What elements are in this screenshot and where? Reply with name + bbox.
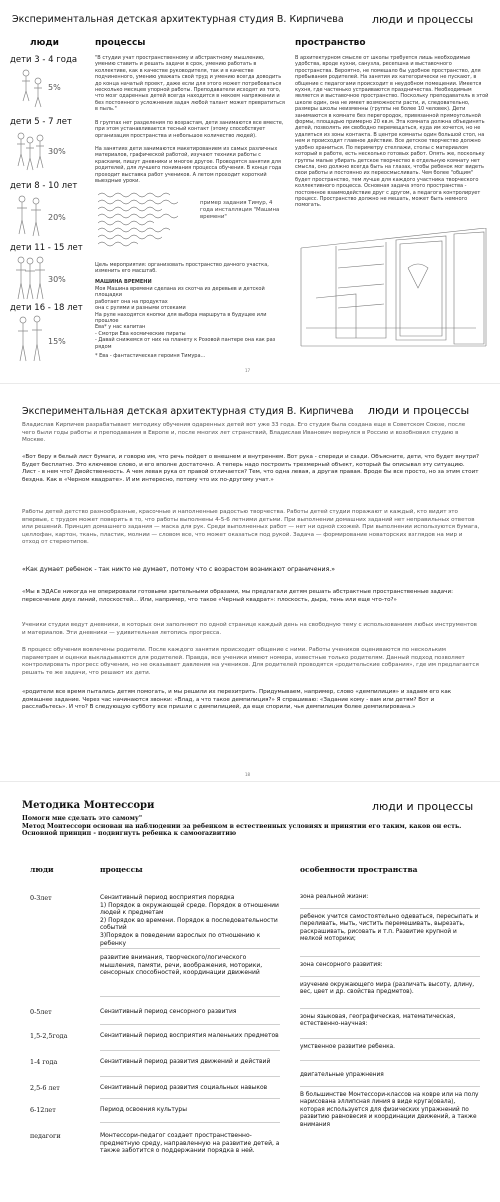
divider (100, 1076, 280, 1077)
feature-zone-heading: зона сенсорного развития: (300, 962, 383, 968)
story-line: работает она на продуктах (95, 298, 168, 305)
age-groups (10, 55, 90, 365)
page-header: Экспериментальная детская архитектурная студия В. Кирпичева (22, 406, 354, 417)
children-figures (14, 130, 46, 172)
column-heading-process: процессы (95, 38, 146, 48)
children-figures (14, 255, 46, 301)
divider (100, 996, 280, 997)
process-text: Период освоения культуры (100, 1106, 187, 1113)
divider (100, 1050, 280, 1051)
process-text: Сензитивный период сенсорного развития (100, 1008, 237, 1015)
assignment-caption: пример задания Тимур, 4 года инсталляция "Машина времени" (200, 200, 280, 220)
story-line: - Смотри Ева космические пираты (95, 330, 186, 337)
handwriting-sample-image (96, 190, 196, 248)
paragraph-quote: «Мы в ЭДАСе никогда не оперировали готовыми зрительными образами, мы предлагали детям решать абстрактные пространственные задачи: пересечение двух линий, плоскостей... Или, например, что такое «Черный квадрат»: плоскость, дыра, тень или еще что-то?» (22, 589, 453, 603)
montessori-page (0, 781, 500, 1202)
feature-zone-heading: зоны языковая, географическая, математическая, естественно-научная: (300, 1014, 456, 1028)
process-text: Сензитивный период восприятия порядка 1) Порядок в окружающей среде. Порядок в отношении людей к предметам 2) Порядок во времени. Порядок в последовательности событий 3)Порядок в поведении взрослых по отношению к ребенку (100, 894, 279, 947)
paragraph: В процесс обучения вовлечены родители. После каждого занятия происходит общение с ними. Работы учеников оцениваются по нескольким параметрам и оценки выкладываются для родителей. Правда, все ученики имеют номера, известные только родителям. Данный подход позволяет контролировать прогресс обучения, но не оказывает давления на учеников. Для родителей проводятся «родительские собрания», где им предлагается решать те же задачи, что решают их дети. (22, 647, 479, 676)
footnote: * Ева - фантастическая героиня Тимура... (95, 353, 206, 360)
paragraph-quote: «Вот беру я белый лист бумаги, и говорю им, что речь пойдет о внешнем и внутреннем. Вот рука - спереди и сзади. Объясните, дети, что будет внутри? Будет бесплатно. Это ключевое слово, и его вполне достаточно. А теперь надо построить трехмерный объект, который бы описывал эту ситуацию. Лист - в нем что? Двойственность. А чем левая рука от правой отличается? Тем, что одна левая, а другая правая. Вроде бы все просто, но за этим стоит бездна. Как в «Черном квадрате». И им интересно, потому что их по-другому учат.» (22, 454, 479, 483)
subtitle-line: Метод Монтессори основан на наблюдении за ребенком в естественных условиях и принятии его таким, каков он есть. Основной принцип - подвигнуть ребенка к самоorazвитию (22, 822, 462, 838)
age-label: дети 11 - 15 лет (10, 243, 83, 253)
age-label: дети 16 - 18 лет (10, 303, 83, 313)
feature-zone-heading: двигательные упражнения (300, 1072, 384, 1078)
age-label: 1-4 года (30, 1058, 58, 1066)
feature-text: ребенок учится самостоятельно одеваться, пересыпать и переливать, мыть, чистить перемешивать, вырезать, раскрашивать, рисовать и т.п. Развитие крупной и мелкой моторики; (300, 914, 479, 943)
divider (100, 948, 280, 949)
feature-text: В большинстве Монтессори-классов на ковре или на полу нарисована эллипсная линия в виде круга(овала), которая используется для физических упражнений по развитию равновесия и координации движений, а также внимания (300, 1092, 479, 1128)
divider (300, 1038, 480, 1039)
age-label: дети 3 - 4 года (10, 55, 78, 65)
age-label: 0-5лет (30, 1008, 52, 1016)
process-text-2: В группах нет разделения по возрастам, дети занимаются все вместе, при этом устанавливается тесный контакт (этому способствует организация пространства и небольшое количество людей). (95, 120, 284, 139)
machine-title: МАШИНА ВРЕМЕНИ (95, 279, 152, 285)
percentage: 30% (48, 275, 66, 284)
divider (300, 1008, 480, 1009)
percentage: 15% (48, 337, 66, 346)
page-title: Методика Монтессори (22, 800, 155, 811)
age-label: 2,5-6 лет (30, 1084, 60, 1092)
age-label: дети 8 - 10 лет (10, 181, 78, 191)
feature-zone-heading: зона реальной жизни: (300, 894, 369, 900)
room-sketch-image (296, 228, 492, 348)
pull-quote: «Как думает ребенок - так никто не думает, потому что с возрастом возникают ограничения.» (22, 566, 336, 573)
page-17 (0, 0, 500, 383)
divider (300, 956, 480, 957)
divider (100, 1098, 280, 1099)
feature-text: изучение окружающего мира (различать высоту, длину, вес, цвет и др. свойства предметов). (300, 982, 475, 996)
divider (100, 1024, 280, 1025)
paragraph-quote: «родители все время пытались детям помогать, и мы решили их перехитрить. Придумываем, например, слово «демпилиция» и задаем его как домашнее задание. Через час начинаются звонки: «Влад, а что такое демпилиция?» Я спрашиваю: «Задание кому - вам или детям? Вот и расслабьтесь». И что? В следующую субботу все пришли с демпилицией, да еще спорили, чья демпилиция более демпилирована.» (22, 689, 452, 711)
page-18 (0, 383, 500, 782)
machine-story (95, 286, 290, 359)
space-text: В архитектурном смысле от школы требуется лишь необходимые удобства, вроде кухни, санузла, ресепшна и выставочного пространства. Вероятно, не помешало бы удобное пространство, для пребывания родителей. На занятия их категорически не пускают, в общение с педагогами происходит в неудобном помещении. Имеется кухня, где частенько устраиваются праздничества. Необходимым является и выставочное пространство. Поскольку преподаватель в этой школе один, она не имеет возможности расти, и, следовательно, размеры школы неизменны (группы не более 10 человек). Дети занимаются в комнате без перегородок, привязанной прямоугольной формы, площадью примерно 20 кв.м. Эта комната должна объединять детей, позволять им свободно перемещаться, куда им хочется, но не удаляться из зоны контакта. В центре комнаты один большой стол, на нем и происходит главное действие. Все детское творчество должно удобно храниться. По периметру стеллажи, столы с материалом который в работе, есть несколько готовых работ. Опять же, поскольку группы малые убирать детское творчество в отдельную комнату нет смысла, оно должно всегда быть на глазах, чтобы ребенок мог видеть свои работы и постоянно их переосмысливать. Чем более "общим" будет пространство, тем лучше для каждого участника творческого коллективного процесса. Основная задача этого пространства - постоянное взаимодействие друг с другом, а педагога контролирует процесс. Пространство должно не мешать, может быть немного помогать. (295, 55, 489, 209)
section-label: люди и процессы (372, 13, 474, 26)
process-text: Сензитивный период развития движений и действий (100, 1058, 271, 1065)
divider (300, 1086, 480, 1087)
story-line: - Давай снижемся от них на планету к Розовой пантере она как раз рядом (95, 337, 276, 350)
age-label: дети 5 - 7 лет (10, 117, 72, 127)
story-line: Ева* у нас капитан (95, 324, 146, 331)
percentage: 5% (48, 83, 61, 92)
process-text: развитие внимания, творческого/логического мышления, памяти, речи, воображения, моторики, сенсорных способностей, координации движений (100, 954, 263, 977)
process-text-1: "В студии учат пространственному и абстрактному мышлению, умению ставить и решать задачи в срок, умению работать в коллективе, как в качестве руководителя, так и в качестве подчиненного, умению уважать свой труд и умению всегда доводить до конца начатый проект, даже если для этого может потребоваться несколько месяцев упорной работы. Преподаватели исходят из того, что мозг одаренных детей всегда находится в некоем напряжении и без постоянного усложнения задач любой талант может превратиться в пыль." (95, 55, 285, 113)
age-label: 0-3лет (30, 894, 52, 902)
subtitle (22, 815, 482, 838)
section-label: люди и процессы (368, 404, 470, 417)
process-text: Монтессори-педагог создает пространственно-предметную среду, направленную на развитие детей, а также заботится о поддержании порядка в ней. (100, 1132, 280, 1155)
column-heading-space: особенности пространства (300, 865, 418, 874)
section-label: люди и процессы (372, 800, 474, 813)
percentage: 20% (48, 213, 66, 222)
age-label: 1,5-2,5года (30, 1032, 68, 1040)
divider (300, 976, 480, 977)
story-line: Моя Машина времени сделана из скотча из деревьев и детской площадки (95, 286, 265, 299)
page-number: 18 (245, 772, 251, 777)
feature-text: умственное развитие ребенка. (300, 1044, 396, 1050)
children-figures (14, 315, 46, 363)
column-heading-people: люди (30, 865, 54, 874)
age-label: педагоги (30, 1132, 61, 1140)
page-header: Экспериментальная детская архитектурная студия В. Кирпичева (12, 14, 344, 25)
page-number: 17 (245, 368, 251, 373)
story-line: На руле находятся кнопки для выбора маршрута в будущее или прошлое (95, 311, 267, 325)
process-text: Сензитивный период восприятия маленьких предметов (100, 1032, 279, 1039)
paragraph: Работы детей детство разнообразные, красочные и наполненные радостью творчества. Работы детей студии поражают и каждый, кто видит это впервые, с трудом может поверить в то, что работы выполнены 4-5-6 летними детьми. При выполнении домашних заданий нет неправильных ответов или решений. Принцип домашнего задания — маска для рук. Среди выполненных работ — нет ни одной схожей. При выполнении используются бумага, целлофан, картон, ткань, пластик, молнии — словом все, что может оказаться под рукой. Задача — формирование новаторских взглядов на мир и отход от стереотипов. (22, 509, 480, 546)
children-figures (18, 67, 46, 109)
column-heading-space: пространство (295, 38, 366, 48)
story-line: она с рулями и разными отсеками (95, 305, 186, 312)
age-label: 6-12лет (30, 1106, 56, 1114)
divider (300, 1060, 480, 1061)
divider (300, 908, 480, 909)
paragraph: Ученики студии ведут дневники, в которых они заполняют по одной странице каждый день на свободную тему с использованием любых инструментов и материалов. Эти дневники — удивительная летопись прогресса. (22, 622, 477, 636)
divider (100, 1122, 280, 1123)
process-text-3: На занятиях дети занимаются макетированием из самых различных материалов, графической работой, изучают техники работы с красками, пишут дневники и многое другое. Проводятся занятия для родителей, для лучшего понимания процесса обучения. В конце года проходит выставка работ учеников. А летом проходит короткий выездные уроки. (95, 146, 282, 185)
paragraph: Владислав Кирпичев разрабатывает методику обучения одаренных детей вот уже 33 года. Его студия была создана еще в Советском Союзе, после чего были годы работы и преподавания в Европе и, после многих лет странствий, Владислав Иванович вернулся в Россию и возобновил студию в Москве. (22, 422, 466, 444)
process-text: Сензитивный период развития социальных навыков (100, 1084, 268, 1091)
children-figures (14, 194, 46, 238)
subtitle-line: Помоги мне сделать это самому" (22, 815, 143, 822)
column-heading-people: люди (30, 38, 59, 48)
goal-text: Цель мероприятия: организовать пространство дачного участка, изменить его масштаб. (95, 262, 269, 275)
percentage: 30% (48, 147, 66, 156)
column-heading-process: процессы (100, 865, 143, 874)
